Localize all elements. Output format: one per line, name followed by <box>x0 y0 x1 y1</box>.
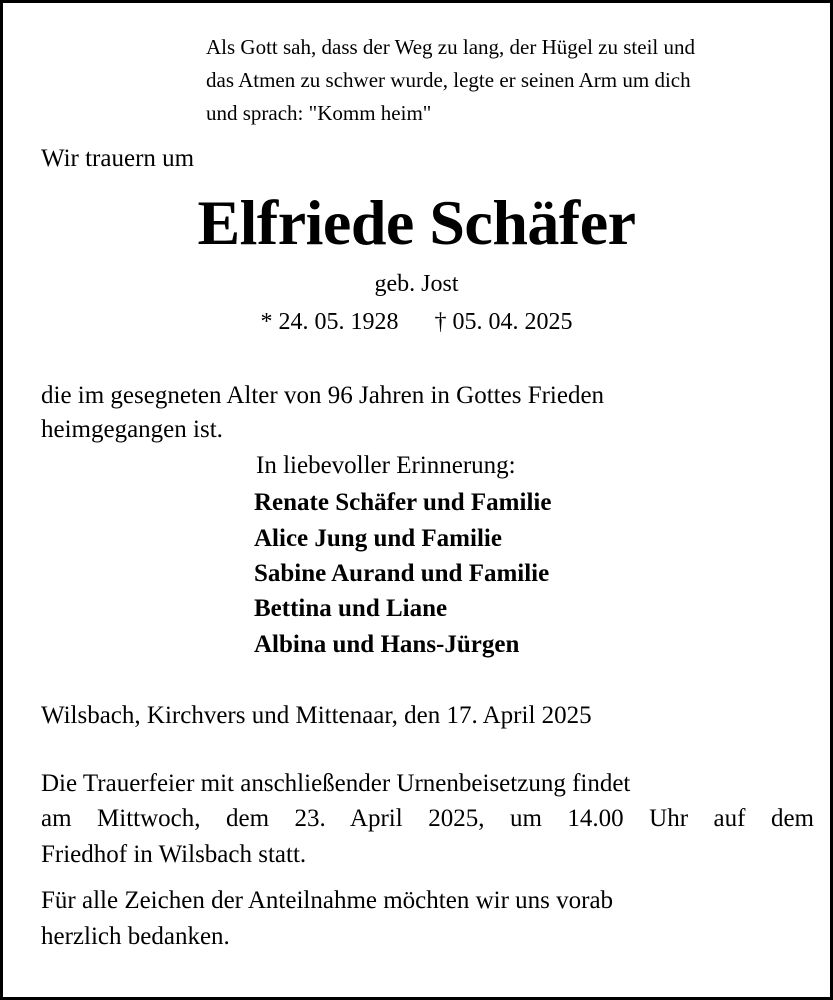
mourner-name: Alice Jung und Familie <box>254 525 502 552</box>
thanks-line: Für alle Zeichen der Anteilnahme möchten wir uns vorab <box>41 887 614 914</box>
birth-date: * 24. 05. 1928 <box>260 309 399 335</box>
mourner-name: Bettina und Liane <box>254 595 448 622</box>
maiden-name: geb. Jost <box>374 271 459 297</box>
ceremony-line: Friedhof in Wilsbach statt. <box>41 841 307 868</box>
ceremony-line: am Mittwoch, dem 23. April 2025, um 14.00 Uhr auf dem <box>41 805 814 832</box>
mourner-name: Sabine Aurand und Familie <box>254 560 550 587</box>
deceased-name: Elfriede Schäfer <box>197 187 636 258</box>
remembrance-label: In liebevoller Erinnerung: <box>256 452 516 479</box>
intro-text: Wir trauern um <box>41 145 195 172</box>
poem-line: das Atmen zu schwer wurde, legte er seinen Arm um dich <box>206 68 691 92</box>
death-date: † 05. 04. 2025 <box>434 309 573 335</box>
poem-line: Als Gott sah, dass der Weg zu lang, der Hügel zu steil und <box>206 35 695 59</box>
ceremony-line: Die Trauerfeier mit anschließender Urnenbeisetzung findet <box>41 770 631 797</box>
place-date: Wilsbach, Kirchvers und Mittenaar, den 17. April 2025 <box>41 702 592 729</box>
thanks-line: herzlich bedanken. <box>41 923 230 950</box>
life-dates <box>3 309 830 336</box>
mourner-name: Albina und Hans-Jürgen <box>254 631 520 658</box>
poem-line: und sprach: "Komm heim" <box>206 101 432 125</box>
statement-line: die im gesegneten Alter von 96 Jahren in Gottes Frieden <box>41 382 605 409</box>
statement-line: heimgegangen ist. <box>41 416 223 443</box>
mourner-name: Renate Schäfer und Familie <box>254 489 552 516</box>
